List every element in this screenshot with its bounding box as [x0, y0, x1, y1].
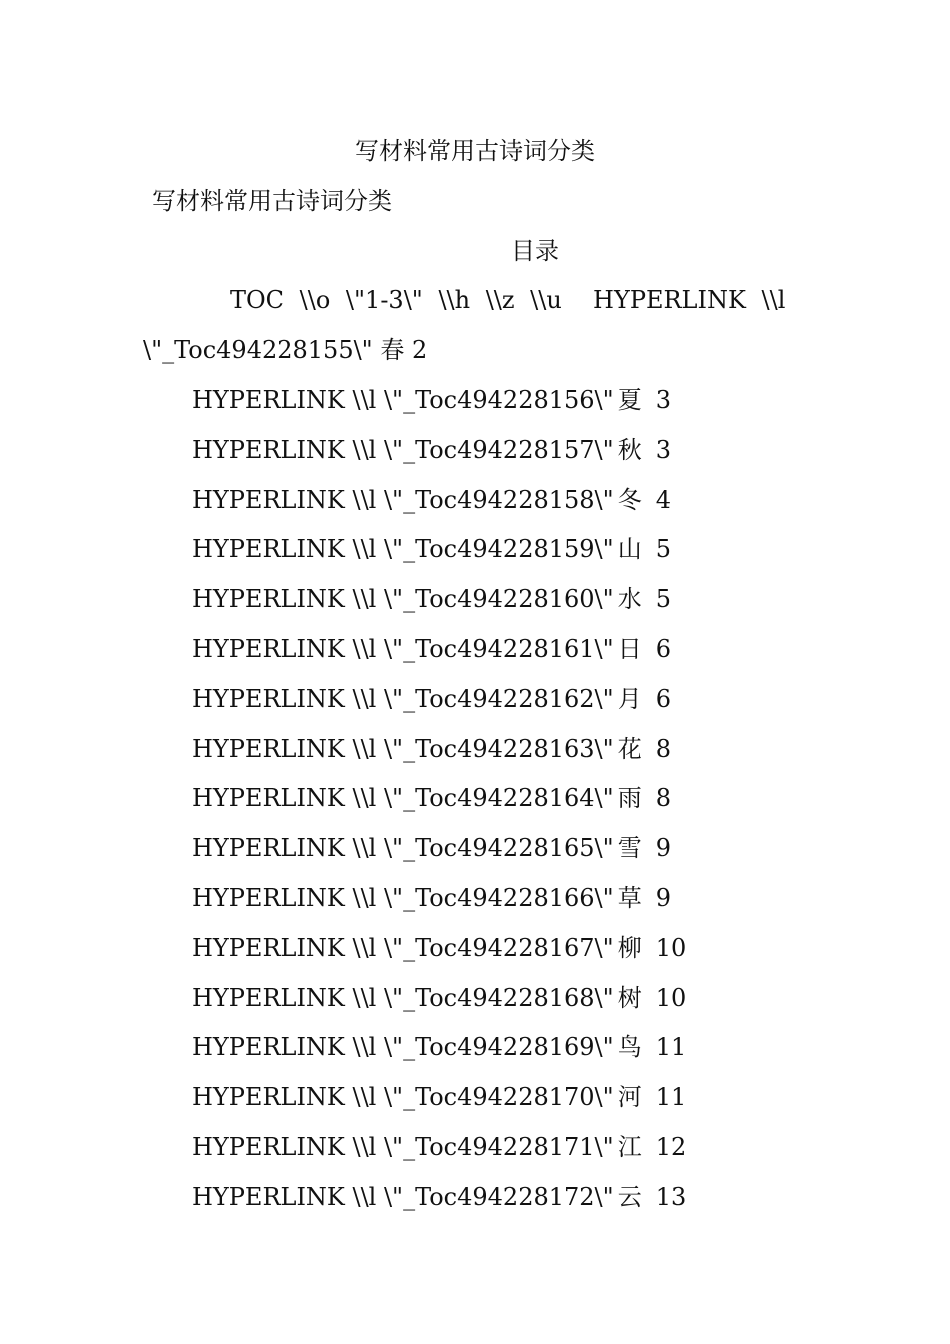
toc-entry[interactable] — [192, 983, 686, 1013]
toc-entry[interactable] — [192, 833, 671, 863]
toc-entry-field-code: HYPERLINK \\l \"_Toc494228172\" — [192, 1183, 614, 1211]
toc-entry-label: 山 — [617, 535, 642, 563]
toc-entry-label: 河 — [617, 1083, 642, 1111]
toc-entry-field-code: HYPERLINK \\l \"_Toc494228164\" — [192, 784, 614, 812]
document-subtitle: 写材料常用古诗词分类 — [152, 187, 392, 215]
toc-entry-page-number: 12 — [655, 1133, 687, 1161]
toc-entry-field-code: HYPERLINK \\l \"_Toc494228163\" — [192, 735, 614, 763]
toc-entry[interactable] — [192, 435, 671, 465]
toc-entry-field-code: HYPERLINK \\l \"_Toc494228162\" — [192, 685, 614, 713]
toc-entry[interactable] — [192, 534, 671, 564]
toc-entry-field-code: HYPERLINK \\l \"_Toc494228166\" — [192, 884, 614, 912]
toc-entry-label: 鸟 — [617, 1033, 642, 1061]
toc-entry-page-number: 5 — [655, 585, 671, 613]
toc-entry[interactable] — [192, 385, 671, 415]
toc-entry-field-code: HYPERLINK \\l \"_Toc494228165\" — [192, 834, 614, 862]
toc-entry-field-code: HYPERLINK \\l \"_Toc494228159\" — [192, 535, 614, 563]
toc-entry-label: 日 — [617, 635, 642, 663]
toc-entry-label: 树 — [617, 984, 642, 1012]
toc-entry-page-number: 5 — [655, 535, 671, 563]
toc-entry-field-code: HYPERLINK \\l \"_Toc494228160\" — [192, 585, 614, 613]
toc-entry-page-number: 11 — [655, 1083, 687, 1111]
toc-entry-label: 江 — [617, 1133, 642, 1161]
toc-entry-page-number: 4 — [655, 486, 671, 514]
toc-entry-label: 冬 — [617, 486, 642, 514]
toc-entry[interactable] — [192, 883, 671, 913]
toc-entry[interactable] — [192, 1032, 686, 1062]
toc-entry-page-number: 3 — [655, 436, 671, 464]
toc-entry-page-number: 6 — [655, 685, 671, 713]
toc-entry-field-code: HYPERLINK \\l \"_Toc494228158\" — [192, 486, 614, 514]
toc-entry-page-number: 3 — [655, 386, 671, 414]
toc-entry-label: 秋 — [617, 436, 642, 464]
toc-entry[interactable] — [192, 933, 686, 963]
document-title: 写材料常用古诗词分类 — [355, 137, 595, 165]
toc-entry-page-number: 10 — [655, 934, 687, 962]
toc-entry-field-code: HYPERLINK \\l \"_Toc494228161\" — [192, 635, 614, 663]
toc-entry-label: 花 — [617, 735, 642, 763]
toc-entry[interactable] — [192, 634, 671, 664]
toc-entry[interactable] — [192, 1182, 686, 1212]
toc-entry-label: 雨 — [617, 784, 642, 812]
toc-entry[interactable] — [192, 783, 671, 813]
toc-entry[interactable] — [192, 684, 671, 714]
toc-entry[interactable] — [192, 1132, 686, 1162]
toc-entry[interactable] — [192, 734, 671, 764]
toc-entry-field-code: HYPERLINK \\l \"_Toc494228170\" — [192, 1083, 614, 1111]
toc-entry-label: 草 — [617, 884, 642, 912]
toc-entry-field-code: HYPERLINK \\l \"_Toc494228169\" — [192, 1033, 614, 1061]
toc-entry-page-number: 8 — [655, 784, 671, 812]
toc-entry-field-code: HYPERLINK \\l \"_Toc494228167\" — [192, 934, 614, 962]
toc-entry-page-number: 11 — [655, 1033, 687, 1061]
toc-entry-page-number: 9 — [655, 834, 671, 862]
toc-entry-label: 雪 — [617, 834, 642, 862]
toc-entry-label: 夏 — [617, 386, 642, 414]
toc-field-code: TOC \\o \"1-3\" \\h \\z \\u HYPERLINK \\l — [230, 286, 786, 314]
toc-entry-spring[interactable]: \"_Toc494228155\" 春 2 — [143, 336, 428, 364]
toc-entry-field-code: HYPERLINK \\l \"_Toc494228156\" — [192, 386, 614, 414]
toc-entry-page-number: 9 — [655, 884, 671, 912]
toc-entry-field-code: HYPERLINK \\l \"_Toc494228157\" — [192, 436, 614, 464]
toc-heading: 目录 — [511, 237, 559, 265]
toc-entry[interactable] — [192, 1082, 686, 1112]
toc-entry-field-code: HYPERLINK \\l \"_Toc494228168\" — [192, 984, 614, 1012]
toc-entry-label: 柳 — [617, 934, 642, 962]
toc-entry-page-number: 10 — [655, 984, 687, 1012]
toc-entry-page-number: 6 — [655, 635, 671, 663]
toc-entry-field-code: HYPERLINK \\l \"_Toc494228171\" — [192, 1133, 614, 1161]
toc-entry-page-number: 8 — [655, 735, 671, 763]
toc-entry-label: 云 — [617, 1183, 642, 1211]
toc-entry-label: 月 — [617, 685, 642, 713]
toc-entry-label: 水 — [617, 585, 642, 613]
toc-entry-page-number: 13 — [655, 1183, 687, 1211]
toc-entry[interactable] — [192, 485, 671, 515]
toc-entry[interactable] — [192, 584, 671, 614]
